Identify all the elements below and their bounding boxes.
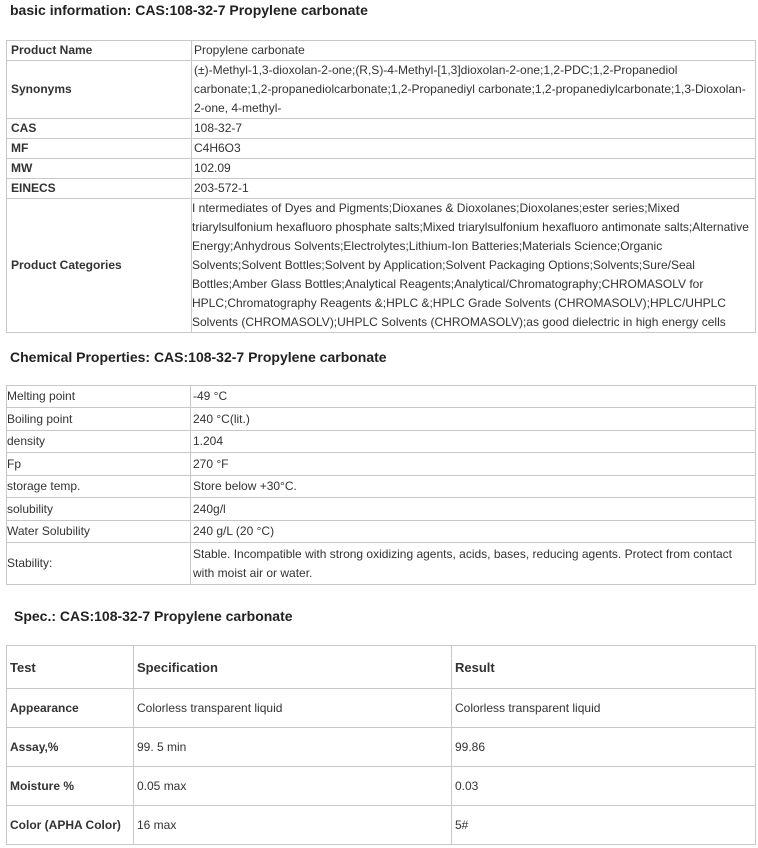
cell-test: Assay,% bbox=[7, 728, 134, 767]
row-key: Fp bbox=[7, 453, 191, 476]
row-key: storage temp. bbox=[7, 476, 191, 498]
row-value: C4H6O3 bbox=[192, 139, 756, 159]
row-key: CAS bbox=[7, 119, 192, 139]
cell-test: Appearance bbox=[7, 689, 134, 728]
row-value: I ntermediates of Dyes and Pigments;Dioxanes & Dioxolanes;Dioxolanes;ester series;Mixed triarylsulfonium hexafluoro phosphate salts;Mixed triarylsulfonium hexafluoro antimonate salts;Alternative Energy;Anhydrous Solvents;Electrolytes;Lithium-Ion Batteries;Materials Science;Organic Solvents;Solvent Bottles;Solvent by Application;Solvent Packaging Options;Solvents;Sure/Seal Bottles;Amber Glass Bottles;Analytical Reagents;Analytical/Chromatography;CHROMASOLV for HPLC;Chromatography Reagents &;HPLC &;HPLC Grade Solvents (CHROMASOLV);HPLC/UHPLC Solvents (CHROMASOLV);UHPLC Solvents (CHROMASOLV);as good dielectric in high energy cells bbox=[192, 199, 756, 333]
row-key: solubility bbox=[7, 498, 191, 521]
table-row bbox=[7, 408, 756, 431]
table-row bbox=[7, 159, 756, 179]
table-row bbox=[7, 139, 756, 159]
header-specification: Specification bbox=[134, 646, 452, 689]
header-result: Result bbox=[452, 646, 756, 689]
row-value: Propylene carbonate bbox=[192, 41, 756, 61]
row-key: MW bbox=[7, 159, 192, 179]
cell-specification: Colorless transparent liquid bbox=[134, 689, 452, 728]
row-key: EINECS bbox=[7, 179, 192, 199]
row-key: Product Categories bbox=[7, 199, 192, 333]
row-key: Product Name bbox=[7, 41, 192, 61]
header-test: Test bbox=[7, 646, 134, 689]
cell-result: Colorless transparent liquid bbox=[452, 689, 756, 728]
spec-title: Spec.: CAS:108-32-7 Propylene carbonate bbox=[14, 608, 293, 624]
row-value: 102.09 bbox=[192, 159, 756, 179]
chemical-properties-title: Chemical Properties: CAS:108-32-7 Propylene carbonate bbox=[10, 349, 387, 365]
row-key: Water Solubility bbox=[7, 521, 191, 543]
cell-specification: 0.05 max bbox=[134, 767, 452, 806]
row-key: Synonyms bbox=[7, 61, 192, 119]
row-key: Melting point bbox=[7, 386, 191, 408]
row-value: 203-572-1 bbox=[192, 179, 756, 199]
chemical-properties-table bbox=[6, 385, 756, 585]
table-row bbox=[7, 453, 756, 476]
table-row bbox=[7, 689, 756, 728]
table-row bbox=[7, 386, 756, 408]
table-row bbox=[7, 806, 756, 845]
row-key: Boiling point bbox=[7, 408, 191, 431]
cell-test: Color (APHA Color) bbox=[7, 806, 134, 845]
row-value: -49 °C bbox=[191, 386, 756, 408]
cell-result: 5# bbox=[452, 806, 756, 845]
cell-specification: 16 max bbox=[134, 806, 452, 845]
table-row bbox=[7, 498, 756, 521]
table-row bbox=[7, 119, 756, 139]
row-value: 1.204 bbox=[191, 431, 756, 453]
row-key: Stability: bbox=[7, 543, 191, 585]
cell-result: 0.03 bbox=[452, 767, 756, 806]
cell-result: 99.86 bbox=[452, 728, 756, 767]
row-value: (±)-Methyl-1,3-dioxolan-2-one;(R,S)-4-Methyl-[1,3]dioxolan-2-one;1,2-PDC;1,2-Propanediol carbonate;1,2-propanediolcarbonate;1,2-Propanediyl carbonate;1,2-propanediylcarbonate;1,3-Dioxolan-2-one, 4-methyl- bbox=[192, 61, 756, 119]
row-value: 240g/l bbox=[191, 498, 756, 521]
table-row bbox=[7, 728, 756, 767]
basic-info-table bbox=[6, 40, 756, 333]
basic-info-title: basic information: CAS:108-32-7 Propylene carbonate bbox=[10, 2, 368, 18]
table-row bbox=[7, 767, 756, 806]
table-row bbox=[7, 199, 756, 333]
row-key: density bbox=[7, 431, 191, 453]
table-row bbox=[7, 543, 756, 585]
table-row bbox=[7, 431, 756, 453]
table-header-row bbox=[7, 646, 756, 689]
row-value: 240 °C(lit.) bbox=[191, 408, 756, 431]
table-row bbox=[7, 41, 756, 61]
table-row bbox=[7, 521, 756, 543]
spec-table bbox=[6, 645, 756, 845]
row-value: Store below +30°C. bbox=[191, 476, 756, 498]
cell-specification: 99. 5 min bbox=[134, 728, 452, 767]
row-value: 270 °F bbox=[191, 453, 756, 476]
row-key: MF bbox=[7, 139, 192, 159]
cell-test: Moisture % bbox=[7, 767, 134, 806]
row-value: 108-32-7 bbox=[192, 119, 756, 139]
table-row bbox=[7, 476, 756, 498]
row-value: Stable. Incompatible with strong oxidizing agents, acids, bases, reducing agents. Protect from contact with moist air or water. bbox=[191, 543, 756, 585]
table-row bbox=[7, 179, 756, 199]
table-row bbox=[7, 61, 756, 119]
row-value: 240 g/L (20 °C) bbox=[191, 521, 756, 543]
